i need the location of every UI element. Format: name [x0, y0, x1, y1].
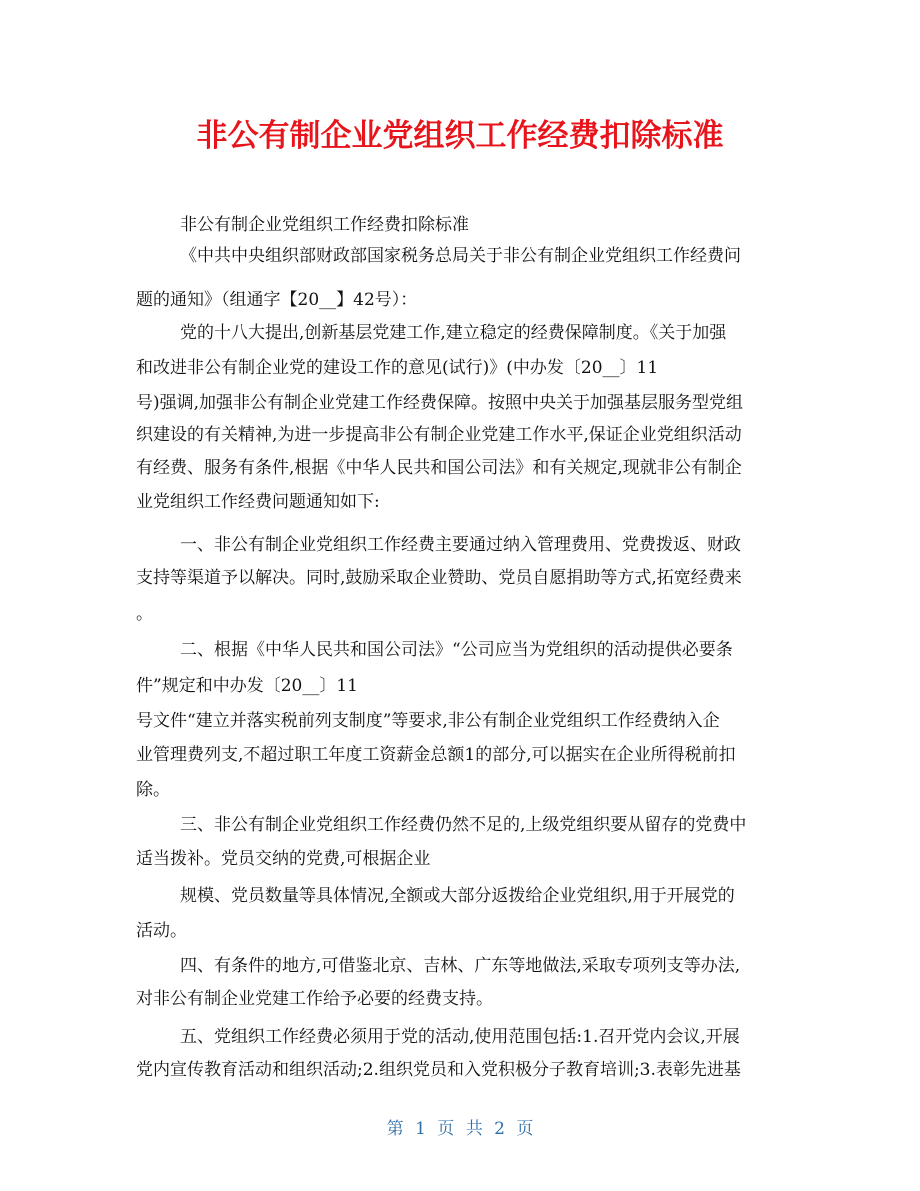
paragraph-line: 一、非公有制企业党组织工作经费主要通过纳入管理费用、党费拨返、财政	[180, 535, 741, 555]
paragraph-line: 织建设的有关精神,为进一步提高非公有制企业党建工作水平,保证企业党组织活动	[136, 425, 742, 445]
page-current: 1	[415, 1119, 426, 1139]
paragraph-line: 和改进非公有制企业党的建设工作的意见(试行)》(中办发〔20__〕11	[136, 358, 659, 378]
paragraph-line: 号)强调,加强非公有制企业党建工作经费保障。按照中央关于加强基层服务型党组	[136, 393, 744, 413]
paragraph-line: 有经费、服务有条件,根据《中华人民共和国公司法》和有关规定,现就非公有制企	[136, 458, 742, 478]
footer-label: 页	[437, 1119, 455, 1139]
paragraph-line: 《中共中央组织部财政部国家税务总局关于非公有制企业党组织工作经费问	[180, 246, 741, 266]
paragraph-line: 二、根据《中华人民共和国公司法》“公司应当为党组织的活动提供必要条	[180, 640, 733, 660]
subtitle-line: 非公有制企业党组织工作经费扣除标准	[180, 215, 469, 235]
page-footer	[0, 1114, 920, 1139]
paragraph-line: 支持等渠道予以解决。同时,鼓励采取企业赞助、党员自愿捐助等方式,拓宽经费来	[136, 568, 742, 588]
paragraph-line: 件”规定和中办发〔20__〕11	[136, 676, 358, 696]
paragraph-line: 题的通知》（组通字【20__】42号）：	[136, 290, 418, 310]
paragraph-line: 适当拨补。党员交纳的党费,可根据企业	[136, 849, 431, 869]
paragraph-line: 四、有条件的地方,可借鉴北京、吉林、广东等地做法,采取专项列支等办法,	[180, 956, 741, 976]
page-total: 2	[494, 1119, 505, 1139]
paragraph-line: 除。	[136, 780, 170, 800]
footer-label: 第	[386, 1119, 404, 1139]
paragraph-line: 党的十八大提出,创新基层党建工作,建立稳定的经费保障制度。《关于加强	[180, 323, 727, 343]
paragraph-line: 。	[136, 604, 153, 624]
paragraph-line: 党内宣传教育活动和组织活动;2.组织党员和入党积极分子教育培训;3.表彰先进基	[136, 1060, 741, 1080]
paragraph-line: 号文件“建立并落实税前列支制度”等要求,非公有制企业党组织工作经费纳入企	[136, 711, 720, 731]
paragraph-line: 活动。	[136, 921, 187, 941]
paragraph-line: 业党组织工作经费问题通知如下:	[136, 492, 380, 512]
page-title: 非公有制企业党组织工作经费扣除标准	[196, 118, 724, 154]
paragraph-line: 规模、党员数量等具体情况,全额或大部分返拨给企业党组织,用于开展党的	[180, 886, 735, 906]
footer-label: 共	[465, 1119, 483, 1139]
paragraph-line: 业管理费列支,不超过职工年度工资薪金总额1的部分,可以据实在企业所得税前扣	[136, 745, 736, 765]
footer-label: 页	[516, 1119, 534, 1139]
paragraph-line: 五、党组织工作经费必须用于党的活动,使用范围包括:1.召开党内会议,开展	[180, 1027, 740, 1047]
paragraph-line: 对非公有制企业党建工作给予必要的经费支持。	[136, 989, 493, 1009]
paragraph-line: 三、非公有制企业党组织工作经费仍然不足的,上级党组织要从留存的党费中	[180, 815, 747, 835]
